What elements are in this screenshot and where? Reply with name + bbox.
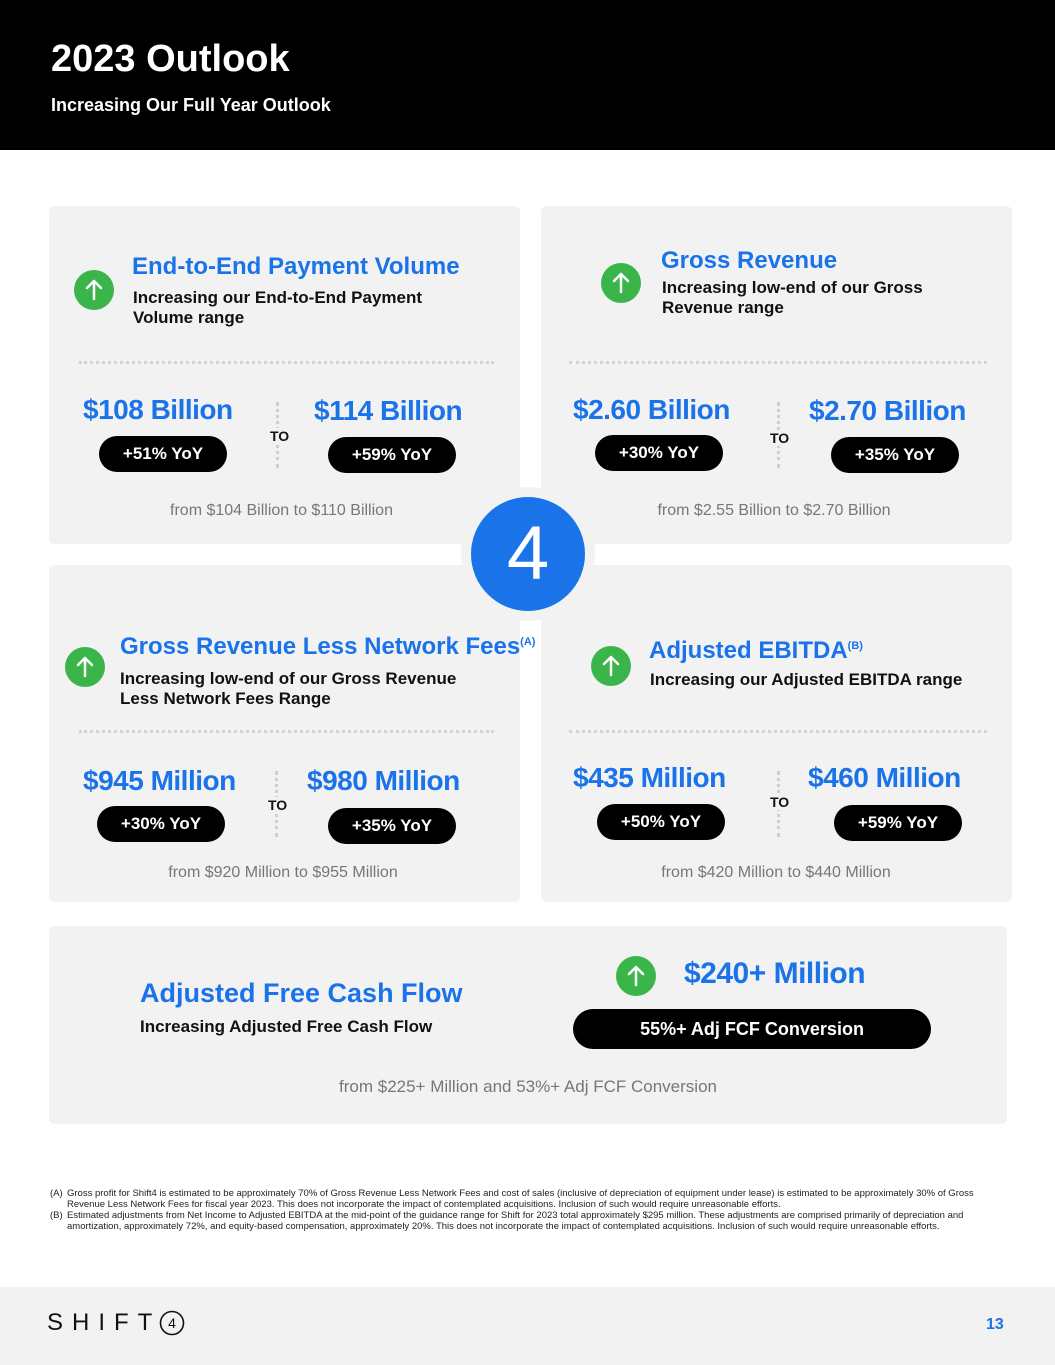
metric-title: End-to-End Payment Volume <box>132 253 460 280</box>
range-low-value: $2.60 Billion <box>573 394 730 425</box>
previous-range-note: from $2.55 Billion to $2.70 Billion <box>657 502 891 519</box>
range-high-yoy-badge: +59% YoY <box>834 805 962 841</box>
dotted-divider <box>569 361 987 364</box>
gross-revenue-card <box>541 206 1012 544</box>
footnote-a <box>50 1188 1000 1210</box>
range-high-value: $460 Million <box>808 762 961 793</box>
footnote-b-marker: (B) <box>847 640 863 652</box>
metric-subtitle: Increasing low-end of our Gross Revenue Less Network Fees Range <box>120 669 457 708</box>
footnotes <box>50 1188 1000 1232</box>
range-to-label: TO <box>270 428 290 444</box>
metric-subtitle: Increasing low-end of our Gross Revenue range <box>662 278 923 317</box>
metric-subtitle: Increasing our Adjusted EBITDA range <box>650 670 963 689</box>
shift4-logo <box>47 1309 185 1337</box>
up-arrow-icon <box>65 647 105 687</box>
up-arrow-icon <box>601 263 641 303</box>
metric-title-text: Adjusted EBITDA <box>649 637 848 664</box>
range-low-yoy-badge: +30% YoY <box>595 435 723 471</box>
previous-range-note: from $104 Billion to $110 Billion <box>170 502 393 519</box>
metric-title: Adjusted Free Cash Flow <box>140 978 463 1008</box>
footnote-mark: (A) <box>50 1188 63 1199</box>
logo-circle-icon <box>159 1310 185 1336</box>
metric-title: Gross Revenue <box>661 247 838 274</box>
range-to-label: TO <box>268 797 288 813</box>
metric-title-text: Gross Revenue Less Network Fees <box>120 633 521 660</box>
dotted-divider <box>79 361 494 364</box>
up-arrow-icon <box>616 956 656 996</box>
dotted-divider <box>79 730 494 733</box>
dotted-divider <box>569 730 987 733</box>
fcf-value: $240+ Million <box>684 957 866 990</box>
range-low-value: $945 Million <box>83 765 236 796</box>
footnote-text: Estimated adjustments from Net Income to Adjusted EBITDA at the mid-point of the guidance range for Shift for 2023 total approximately $295 million. These adjustments are comprised primarily of depreciation and amortization, approximately 72%, and equity-based compensation, approximately 20%. This does not incorporate the impact of contemplated acquisitions. Inclusion of such would require unreasonable efforts. <box>67 1210 964 1232</box>
gross-revenue-less-fees-card <box>49 565 536 902</box>
previous-range-note: from $920 Million to $955 Million <box>168 864 398 881</box>
up-arrow-icon <box>74 270 114 310</box>
page-subtitle: Increasing Our Full Year Outlook <box>51 95 331 115</box>
range-low-yoy-badge: +51% YoY <box>99 436 227 472</box>
range-high-yoy-badge: +35% YoY <box>328 808 456 844</box>
range-to-label: TO <box>770 794 790 810</box>
range-high-value: $2.70 Billion <box>809 395 966 426</box>
previous-range-note: from $225+ Million and 53%+ Adj FCF Conversion <box>339 1077 717 1096</box>
metric-title <box>120 633 535 661</box>
footnote-a-marker: (A) <box>520 636 536 648</box>
range-high-value: $980 Million <box>307 765 460 796</box>
center-four-badge: 4 <box>471 497 585 611</box>
range-high-yoy-badge: +59% YoY <box>328 437 456 473</box>
header-band <box>0 0 1055 150</box>
payment-volume-card <box>49 206 520 544</box>
range-low-value: $108 Billion <box>83 394 233 425</box>
page-number: 13 <box>986 1316 1004 1333</box>
range-high-value: $114 Billion <box>314 395 463 426</box>
range-high-yoy-badge: +35% YoY <box>831 437 959 473</box>
footnote-mark: (B) <box>50 1210 63 1221</box>
up-arrow-icon <box>591 646 631 686</box>
logo-mark-digit: 4 <box>168 1315 177 1331</box>
metric-title <box>649 637 863 665</box>
metric-subtitle: Increasing our End-to-End Payment Volume range <box>133 288 423 327</box>
logo-wordmark: SHIFT <box>47 1309 162 1336</box>
range-low-value: $435 Million <box>573 762 726 793</box>
range-low-yoy-badge: +50% YoY <box>597 804 725 840</box>
footnote-text: Gross profit for Shift4 is estimated to be approximately 70% of Gross Revenue Less Network Fees and cost of sales (inclusive of depreciation of equipment under lease) is estimated to be approximately 30% of Gross Revenue Less Network Fees for fiscal year 2023. This does not incorporate the impact of contemplated acquisitions. Inclusion of such would require unreasonable efforts. <box>67 1188 974 1210</box>
page-title: 2023 Outlook <box>51 38 290 80</box>
previous-range-note: from $420 Million to $440 Million <box>661 864 891 881</box>
metric-subtitle: Increasing Adjusted Free Cash Flow <box>140 1017 433 1036</box>
adjusted-ebitda-card <box>541 565 1012 902</box>
range-low-yoy-badge: +30% YoY <box>97 806 225 842</box>
range-to-label: TO <box>770 430 790 446</box>
fcf-conversion-badge: 55%+ Adj FCF Conversion <box>573 1009 931 1049</box>
footnote-b <box>50 1210 1000 1232</box>
